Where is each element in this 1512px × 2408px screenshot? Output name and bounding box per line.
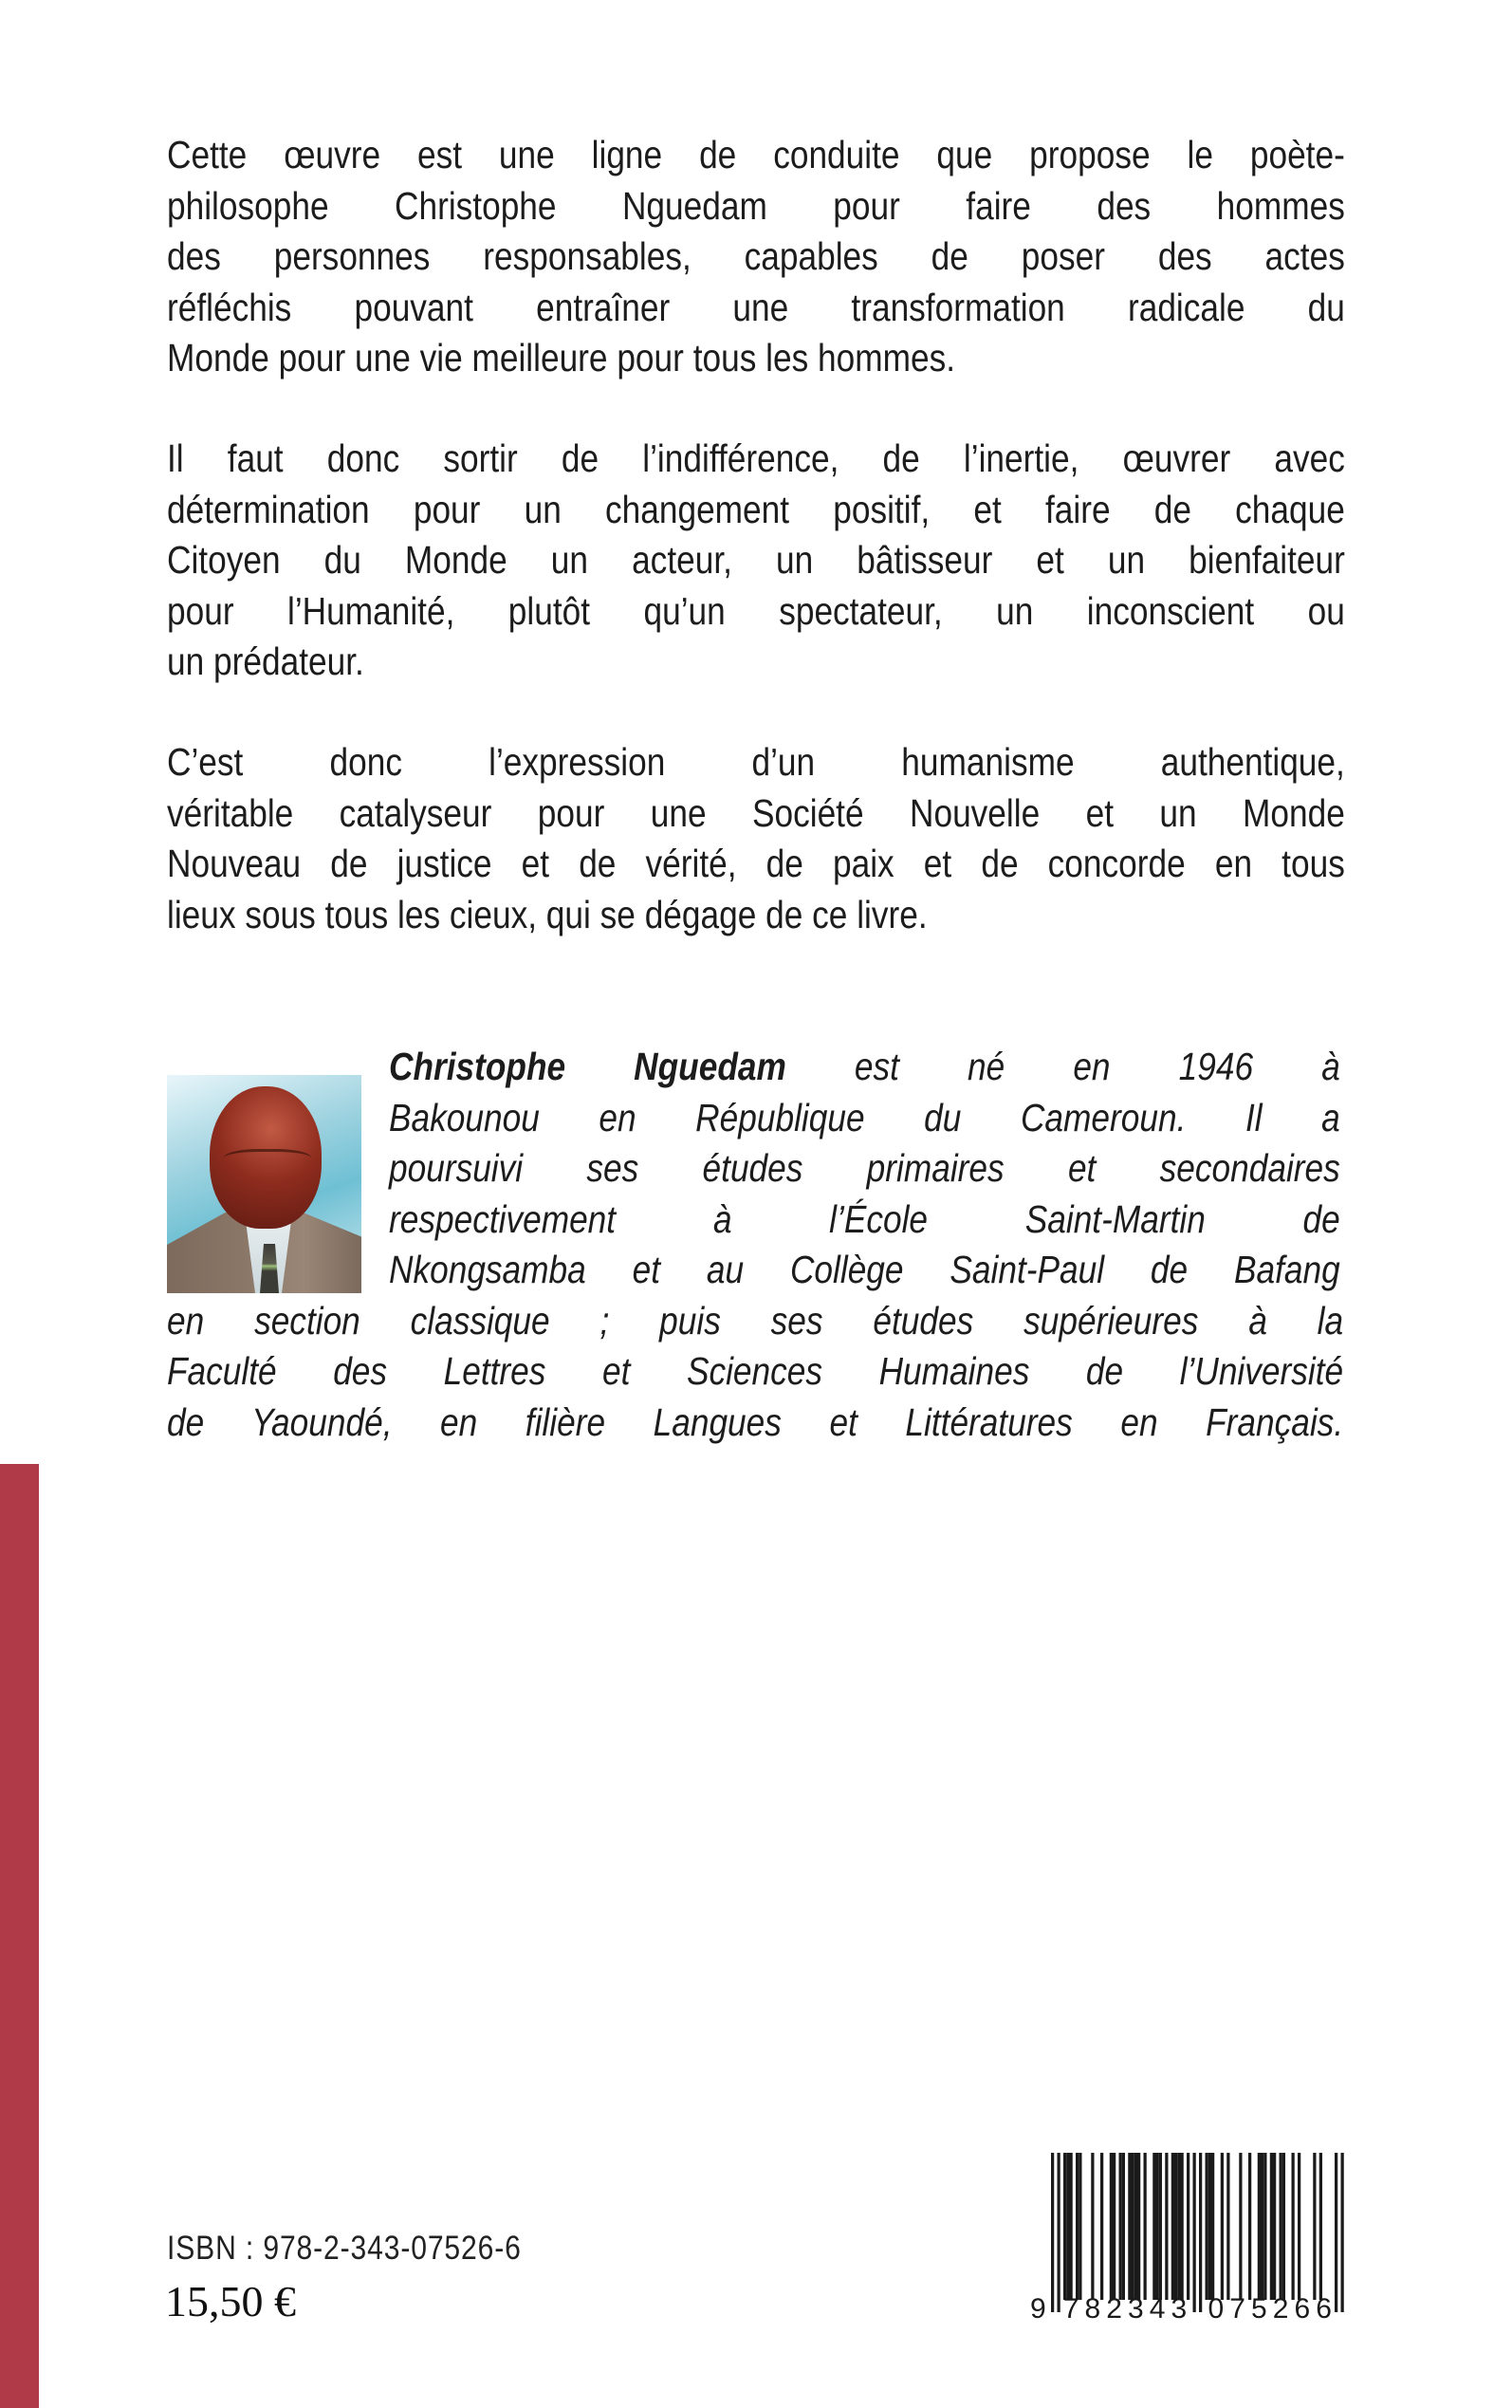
bio-line: Bakounou en République du Cameroun. Il a [389,1095,1340,1139]
svg-text:2: 2 [1272,2293,1289,2325]
svg-text:4: 4 [1149,2293,1166,2325]
bio-line: respectivement à l’École Saint-Martin de [389,1196,1340,1241]
text-line: Nouveau de justice et de vérité, de paix et de concorde en tous [167,842,1345,885]
svg-text:5: 5 [1251,2293,1267,2325]
text-line: Citoyen du Monde un acteur, un bâtisseur et un bienfaiteur [167,538,1345,582]
svg-text:3: 3 [1128,2293,1144,2325]
ean13-barcode [1024,2146,1347,2326]
bio-line: en section classique ; puis ses études supérieures à la [167,1298,1344,1343]
svg-text:7: 7 [1229,2293,1245,2325]
bio-line [389,1041,1340,1092]
text-line: véritable catalyseur pour une Société Nouvelle et un Monde [167,790,1345,835]
svg-text:9: 9 [1030,2293,1046,2325]
text-line: des personnes responsables, capables de poser des actes [167,234,1345,278]
text-line: réfléchis pouvant entraîner une transformation radicale du [167,285,1345,329]
svg-text:0: 0 [1208,2293,1225,2325]
text-line: détermination pour un changement positif, et faire de chaque [167,487,1345,531]
accent-side-bar [0,1464,39,2408]
svg-text:7: 7 [1062,2293,1079,2325]
bio-text: est né en 1946 à [785,1045,1340,1088]
svg-text:6: 6 [1316,2293,1332,2325]
svg-text:8: 8 [1084,2293,1101,2325]
author-photo [167,1075,361,1293]
svg-text:6: 6 [1294,2293,1311,2325]
bio-line: de Yaoundé, en filière Langues et Littératures en Français. [167,1399,1344,1444]
isbn-label: ISBN : 978-2-343-07526-6 [167,2230,522,2267]
svg-text:2: 2 [1106,2293,1122,2325]
bio-line: Faculté des Lettres et Sciences Humaines de l’Université [167,1349,1344,1393]
author-name: Christophe Nguedam [389,1045,786,1088]
text-line: C’est donc l’expression d’un humanisme authentique, [167,740,1345,784]
text-line: philosophe Christophe Nguedam pour faire des hommes [167,183,1345,228]
text-line: Monde pour une vie meilleure pour tous les hommes. [167,336,956,380]
price-label: 15,50 € [165,2277,296,2325]
text-line: Il faut donc sortir de l’indifférence, de l’inertie, œuvrer avec [167,436,1345,480]
text-line: lieux sous tous les cieux, qui se dégage de ce livre. [167,892,928,936]
svg-text:3: 3 [1171,2293,1188,2325]
text-line: Cette œuvre est une ligne de conduite que propose le poète- [167,133,1345,176]
bio-line: Nkongsamba et au Collège Saint-Paul de Bafang [389,1248,1340,1291]
bio-line: poursuivi ses études primaires et secondaires [389,1146,1340,1190]
text-line: pour l’Humanité, plutôt qu’un spectateur, un inconscient ou [167,588,1345,633]
text-line: un prédateur. [167,639,364,683]
photo-glasses-shape [224,1149,311,1171]
